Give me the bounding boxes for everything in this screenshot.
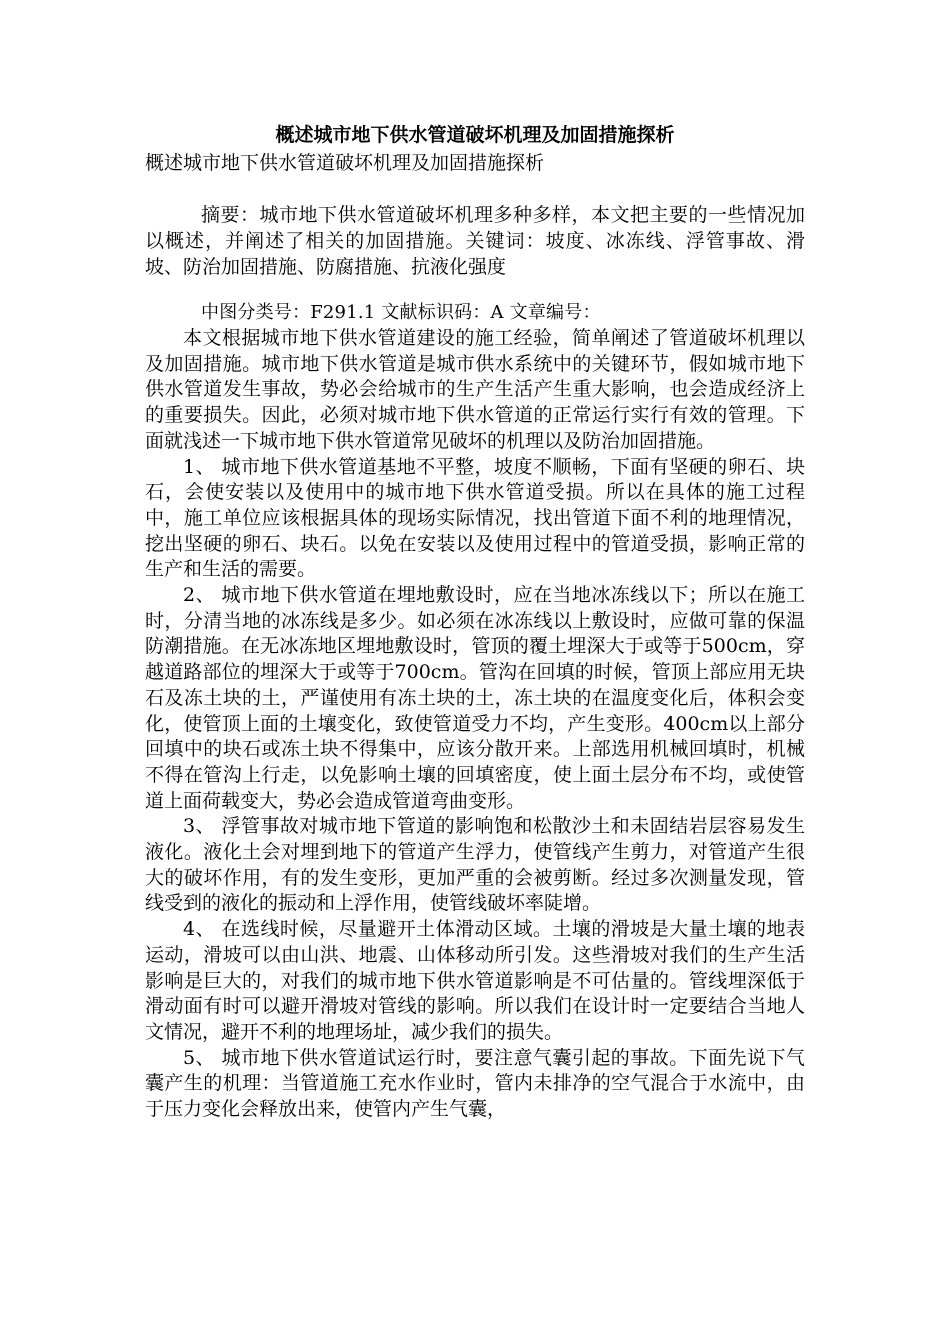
body-paragraph-4: 4、 在选线时候，尽量避开土体滑动区域。土壤的滑坡是大量土壤的地表运动，滑坡可以由山洪、地震、山体移动所引发。这些滑坡对我们的生产生活影响是巨大的，对我们的城市地下供水管道影响是不可估量的。管线埋深低于滑动面有时可以避开滑坡对管线的影响。所以我们在设计时一定要结合当地人文情况，避开不利的地理场址，减少我们的损失。 [145, 918, 805, 1043]
body-paragraph-1: 1、 城市地下供水管道基地不平整，坡度不顺畅，下面有坚硬的卵石、块石，会使安装以及使用中的城市地下供水管道受损。所以在具体的施工过程中，施工单位应该根据具体的现场实际情况，找出管道下面不利的地理情况，挖出坚硬的卵石、块石。以免在安装以及使用过程中的管道受损，影响正常的生产和生活的需要。 [145, 455, 805, 581]
body-paragraph-2: 2、 城市地下供水管道在埋地敷设时，应在当地冰冻线以下；所以在施工时，分清当地的冰冻线是多少。如必须在冰冻线以上敷设时，应做可靠的保温防潮措施。在无冰冻地区埋地敷设时，管顶的覆土埋深大于或等于500cm，穿越道路部位的埋深大于或等于700cm。管沟在回填的时候，管顶上部应用无块石及冻土块的土，严谨使用有冻土块的土，冻土块的在温度变化后，体积会变化，使管顶上面的土壤变化，致使管道受力不均，产生变形。400cm以上部分回填中的块石或冻土块不得集中，应该分散开来。上部选用机械回填时，机械不得在管沟上行走，以免影响土壤的回填密度，使上面土层分布不均，或使管道上面荷载变大，势必会造成管道弯曲变形。 [145, 584, 805, 812]
body-paragraph-3: 3、 浮管事故对城市地下管道的影响饱和松散沙土和未固结岩层容易发生液化。液化土会对埋到地下的管道产生浮力，使管线产生剪力，对管道产生很大的破坏作用，有的发生变形，更加严重的会被剪断。经过多次测量发现，管线受到的液化的振动和上浮作用，使管线破坏率陡增。 [145, 815, 805, 915]
body-paragraph-intro: 本文根据城市地下供水管道建设的施工经验，简单阐述了管道破坏机理以及加固措施。城市地下供水管道是城市供水系统中的关键环节，假如城市地下供水管道发生事故，势必会给城市的生产生活产生重大影响，也会造成经济上的重要损失。因此，必须对城市地下供水管道的正常运行实行有效的管理。下面就浅述一下城市地下供水管道常见破坏的机理以及防治加固措施。 [145, 327, 805, 452]
document-subtitle: 概述城市地下供水管道破坏机理及加固措施探析 [145, 152, 545, 174]
document-page [145, 120, 805, 1123]
classification-line: 中图分类号：F291.1 文献标识码：A 文章编号： [201, 302, 601, 323]
blank-line [145, 176, 805, 202]
body-paragraph-5: 5、 城市地下供水管道试运行时，要注意气囊引起的事故。下面先说下气囊产生的机理：当管道施工充水作业时，管内未排净的空气混合于水流中，由于压力变化会释放出来，使管内产生气囊， [145, 1046, 805, 1121]
document-title: 概述城市地下供水管道破坏机理及加固措施探析 [275, 124, 675, 146]
abstract-paragraph: 摘要：城市地下供水管道破坏机理多种多样，本文把主要的一些情况加以概述，并阐述了相关的加固措施。关键词：坡度、冰冻线、浮管事故、滑坡、防治加固措施、防腐措施、抗液化强度 [145, 204, 805, 278]
